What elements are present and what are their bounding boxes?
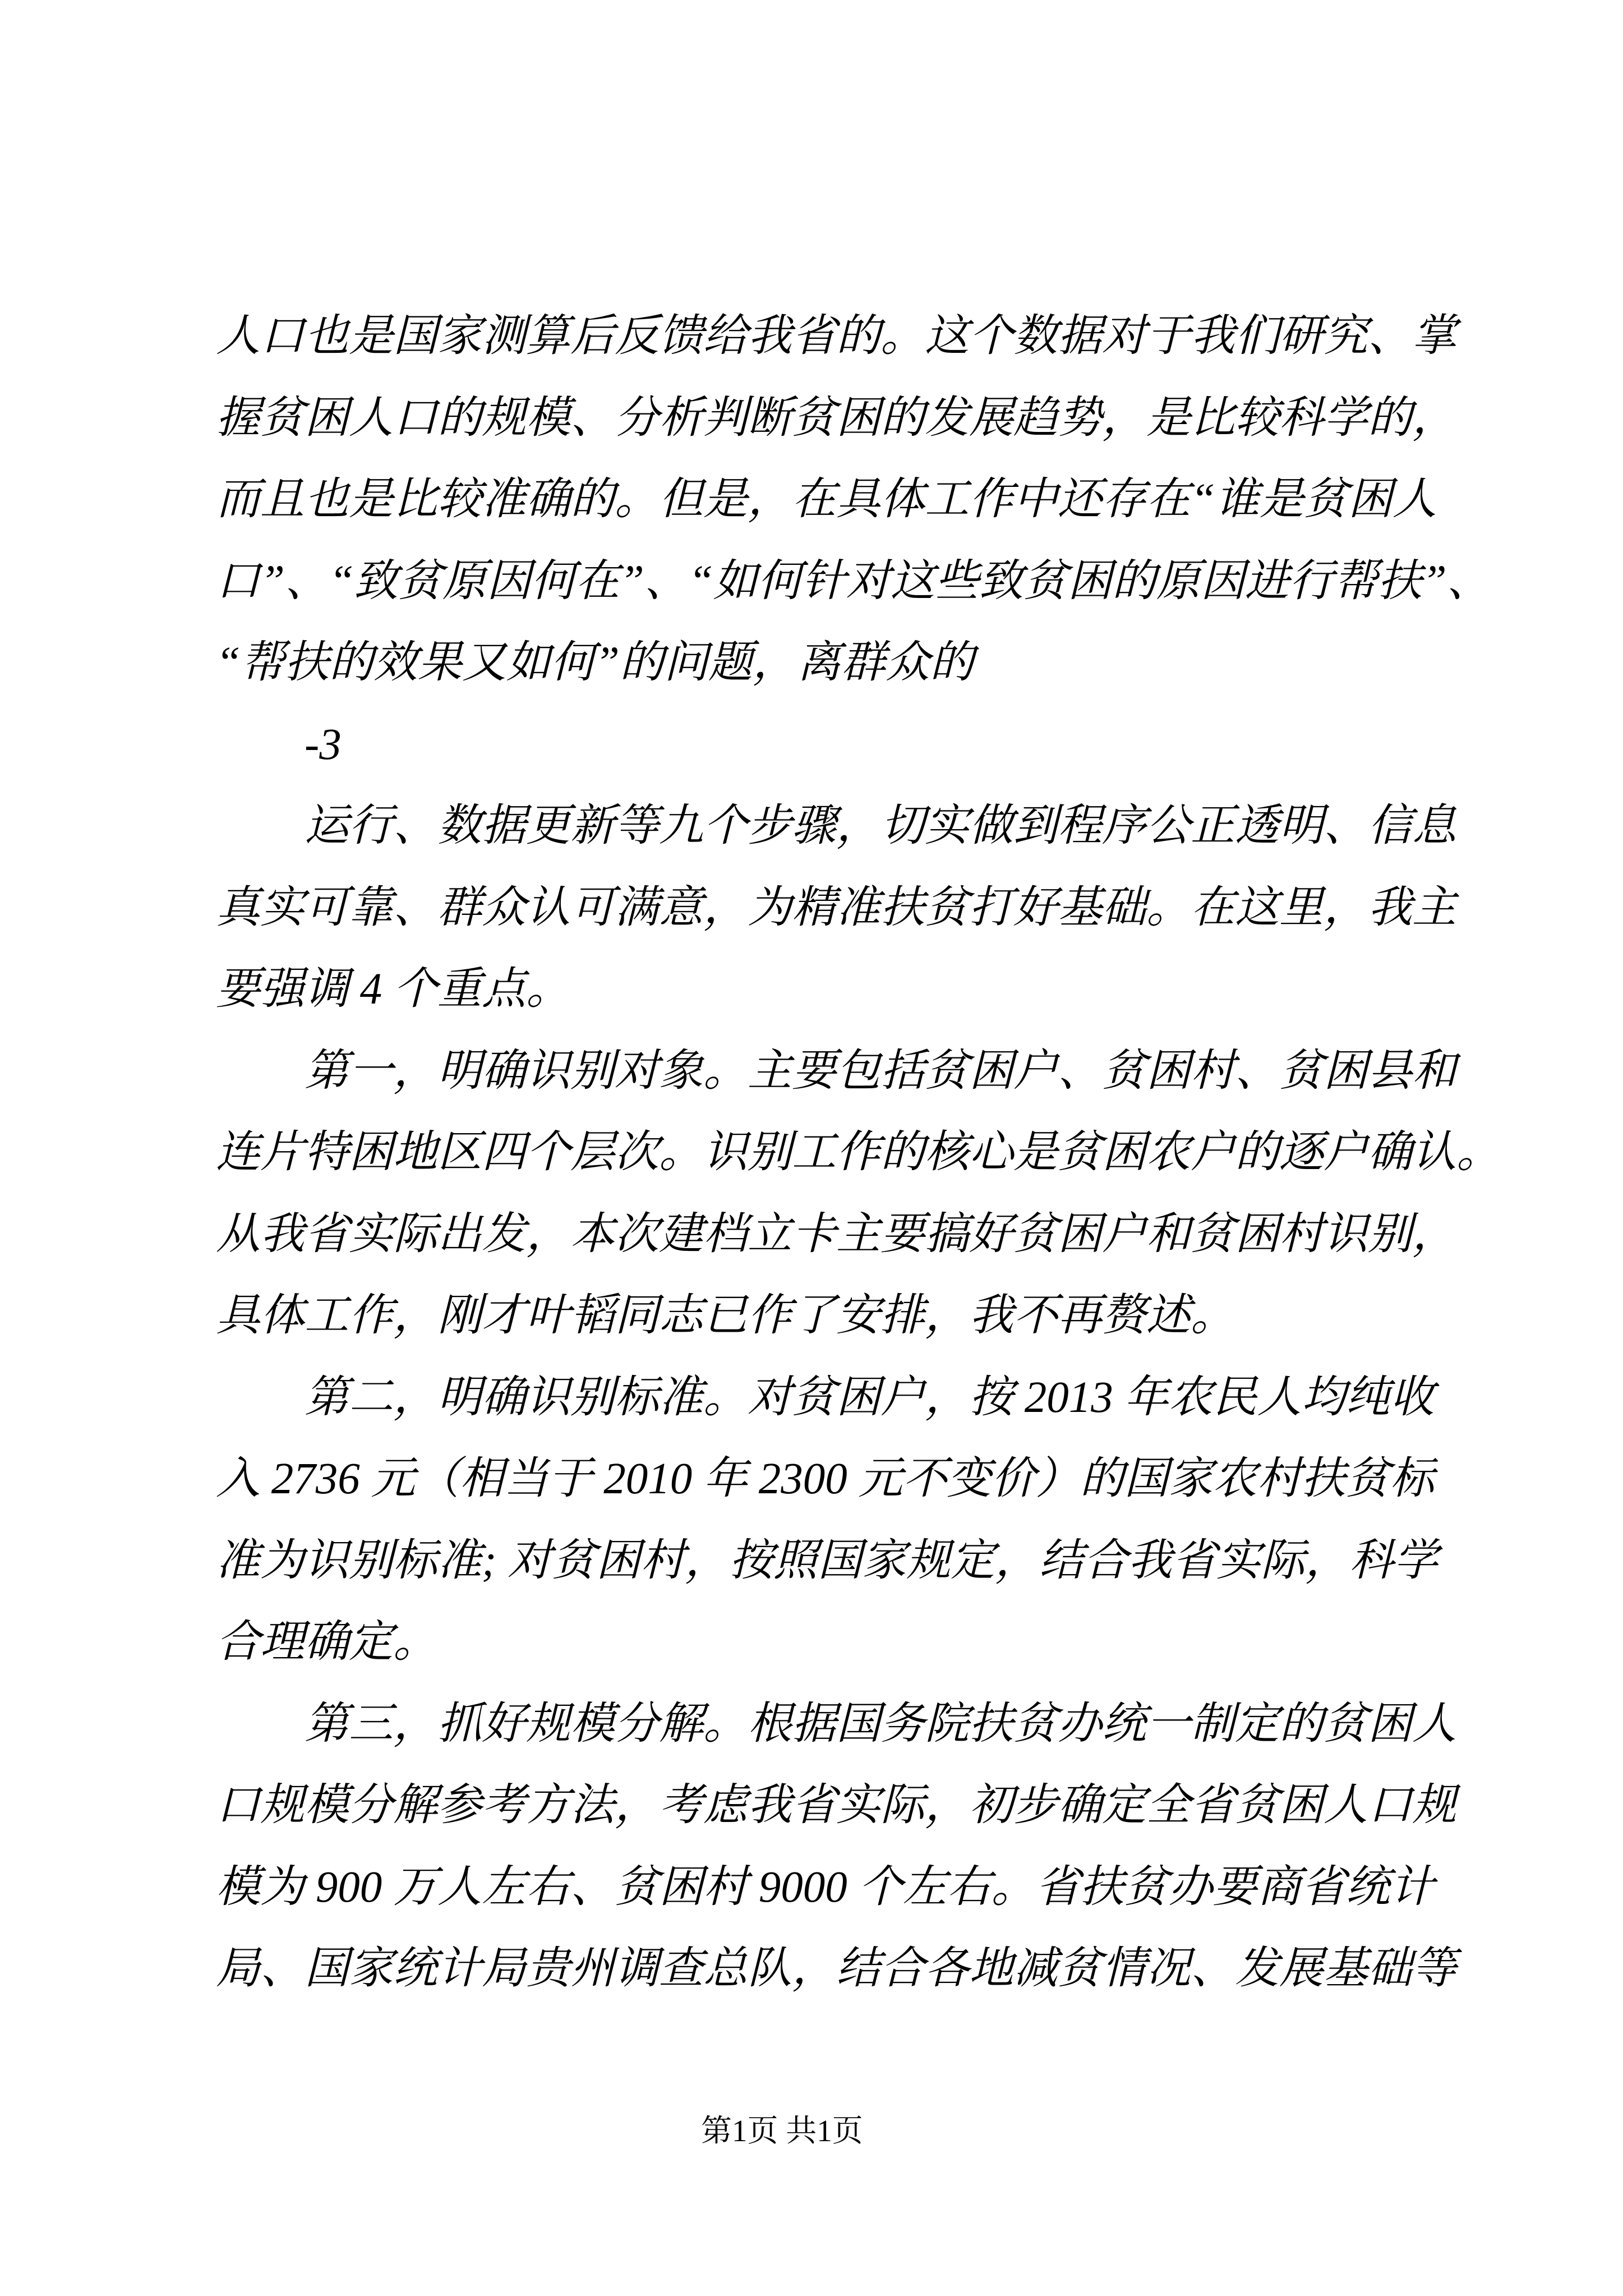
text-line: 准为识别标准; 对贫困村，按照国家规定，结合我省实际，科学 [216,1536,1438,1585]
text-line: 第二，明确识别标准。对贫困户，按 2013 年农民人均纯收 [305,1373,1435,1422]
text-line: 入 2736 元（相当于 2010 年 2300 元不变价）的国家农村扶贫标 [216,1455,1435,1503]
text-line: 要强调 4 个重点。 [216,965,570,1014]
text-line: 局、国家统计局贵州调查总队，结合各地减贫情况、发展基础等 [216,1944,1456,1993]
page-marker-line: -3 [305,720,342,769]
text-line: 人口也是国家测算后反馈给我省的。这个数据对于我们研究、掌 [216,312,1456,361]
text-line: 握贫困人口的规模、分析判断贫困的发展趋势，是比较科学的， [216,393,1456,443]
text-line: 合理确定。 [216,1618,437,1667]
page-footer: 第1页 共1页 [701,2114,863,2148]
text-line: 口”、“致贫原因何在”、“如何针对这些致贫困的原因进行帮扶”、 [216,556,1491,606]
text-line: 第三，抓好规模分解。根据国务院扶贫办统一制定的贫困人 [305,1699,1456,1749]
text-line: 模为 900 万人左右、贫困村 9000 个左右。省扶贫办要商省统计 [216,1862,1435,1912]
text-line: 具体工作，刚才叶韬同志已作了安排，我不再赘述。 [216,1291,1235,1340]
text-line: 第一，明确识别对象。主要包括贫困户、贫困村、贫困县和 [305,1046,1456,1096]
text-line: “帮扶的效果又如何”的问题，离群众的 [216,638,974,687]
text-line: 运行、数据更新等九个步骤，切实做到程序公正透明、信息 [305,802,1456,850]
text-line: 连片特困地区四个层次。识别工作的核心是贫困农户的逐户确认。 [216,1128,1501,1177]
text-line: 口规模分解参考方法，考虑我省实际，初步确定全省贫困人口规 [216,1781,1456,1830]
text-line: 真实可靠、群众认可满意，为精准扶贫打好基础。在这里，我主 [216,883,1456,932]
document-body [216,296,1501,2010]
text-line: 从我省实际出发，本次建档立卡主要搞好贫困户和贫困村识别， [216,1209,1456,1259]
text-line: 而且也是比较准确的。但是，在具体工作中还存在“谁是贫困人 [216,475,1437,524]
